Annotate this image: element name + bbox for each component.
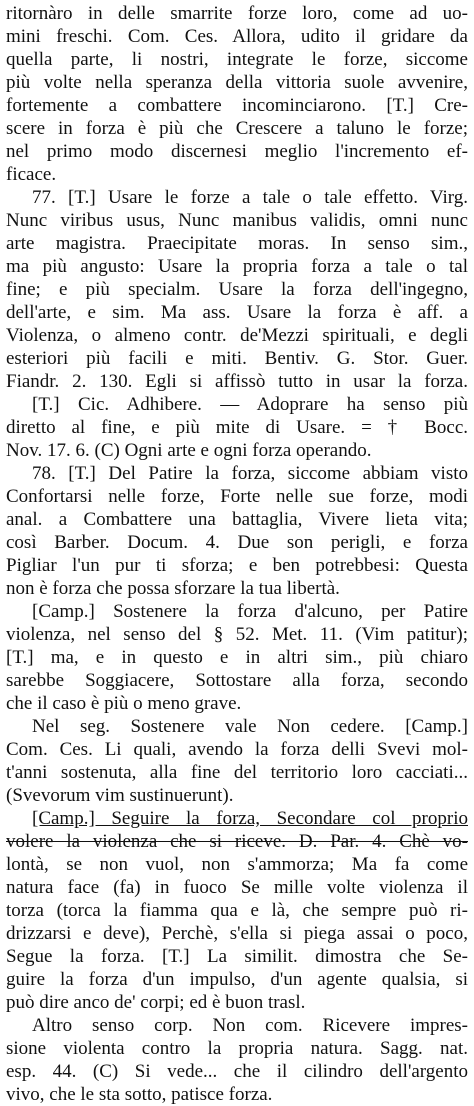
text-line: sione violenta contro la propria natura. Sagg. nat. — [6, 1038, 468, 1059]
text-line: esp. 44. (C) Si vede... che il cilindro dell'argento — [6, 1061, 468, 1082]
text-line: che il caso è più o meno grave. — [6, 693, 242, 714]
text-line: più volte nella speranza della vittoria suole avvenire, — [6, 72, 468, 93]
text-line: Pigliar l'un pur ti sforza; e ben potrebbesi: Questa — [6, 555, 468, 576]
text-line: può dire anco de' corpi; ed è buon trasl. — [6, 992, 306, 1013]
text-line: così Barber. Docum. 4. Due son perigli, e forza — [6, 532, 468, 553]
entry-77-heading: 77. [T.] Usare le forze a tale o tale effetto. Virg. — [32, 187, 468, 208]
text-line: lontà, se non vuol, non s'ammorza; Ma fa come — [6, 854, 468, 875]
text-line: esteriori più facili e miti. Bentiv. G. Stor. Guer. — [6, 348, 468, 369]
text-line: ficace. — [6, 164, 57, 185]
text-line: fine; e più specialm. Usare la forza dell'ingegno, — [6, 279, 468, 300]
text-line: ma più angusto: Usare la propria forza a tale o tal — [6, 256, 468, 277]
text-line: [T.] ma, e in questo e in altri sim., più chiaro — [6, 647, 468, 668]
text-line: Nov. 17. 6. (C) Ogni arte e ogni forza operando. — [6, 440, 372, 461]
text-line: natura face (fa) in fuoco Se mille volte violenza il — [6, 877, 468, 898]
text-line: drizzarsi e deve), Perchè, s'ella si piega assai o poco, — [6, 923, 468, 944]
text-line: anal. a Combattere una battaglia, Vivere lieta vita; — [6, 509, 468, 530]
text-line: Nunc viribus usus, Nunc manibus validis, omni nunc — [6, 210, 468, 231]
text-line: Segue la forza. [T.] La similit. dimostra che Se- — [6, 946, 468, 967]
text-line: fortemente a combattere incominciarono. [T.] Cre- — [6, 95, 468, 116]
text-line: [Camp.] Seguire la forza, Secondare col proprio — [32, 808, 468, 829]
text-line: mini freschi. Com. Ces. Allora, udito il gridare da — [6, 26, 468, 47]
text-line: diretto al fine, e più mite di Usare. = † Bocc. — [6, 417, 468, 438]
text-line: Violenza, o almeno contr. de'Mezzi spirituali, e degli — [6, 325, 468, 346]
text-line: sarebbe Soggiacere, Sottostare alla forza, secondo — [6, 670, 468, 691]
text-line: (Svevorum vim sustinuerunt). — [6, 785, 234, 806]
text-line: volere la violenza che si riceve. D. Par. 4. Chè vo- — [6, 831, 468, 852]
text-line: t'anni sostenuta, alla fine del territorio loro cacciati... — [6, 762, 468, 783]
text-line: torza (torca la fiamma qua e là, che sempre può ri- — [6, 900, 468, 921]
text-line: quella parte, li nostri, integrate le forze, siccome — [6, 49, 468, 70]
text-line: dell'arte, e sim. Ma ass. Usare la forza è aff. a — [6, 302, 468, 323]
text-line: ritornàro in delle smarrite forze loro, come ad uo- — [6, 3, 468, 24]
text-line: Altro senso corp. Non com. Ricevere impres- — [32, 1015, 468, 1036]
text-line: arte magistra. Praecipitate moras. In senso sim., — [6, 233, 468, 254]
text-line: guire la forza d'un impulso, d'un agente qualsia, si — [6, 969, 468, 990]
text-line: Com. Ces. Li quali, avendo la forza delli Svevi mol- — [6, 739, 468, 760]
text-line: [Camp.] Sostenere la forza d'alcuno, per Patire — [32, 601, 468, 622]
text-line: violenza, nel senso del § 52. Met. 11. (Vim patitur); — [6, 624, 468, 645]
text-line: Confortarsi nelle forze, Forte nelle sue forze, modi — [6, 486, 468, 507]
text-line: Nel seg. Sostenere vale Non cedere. [Camp.] — [32, 716, 468, 737]
text-line: Fiandr. 2. 130. Egli si affissò tutto in usar la forza. — [6, 371, 468, 392]
text-line: [T.] Cic. Adhibere. — Adoprare ha senso più — [32, 394, 468, 415]
text-line: nel primo modo discernesi meglio l'incremento ef- — [6, 141, 468, 162]
entry-78-heading: 78. [T.] Del Patire la forza, siccome abbiam visto — [32, 463, 468, 484]
text-line: non è forza che possa sforzare la tua libertà. — [6, 578, 340, 599]
text-line: scere in forza è più che Crescere a taluno le forze; — [6, 118, 468, 139]
text-line: vivo, che le sta sotto, patisce forza. — [6, 1084, 273, 1105]
